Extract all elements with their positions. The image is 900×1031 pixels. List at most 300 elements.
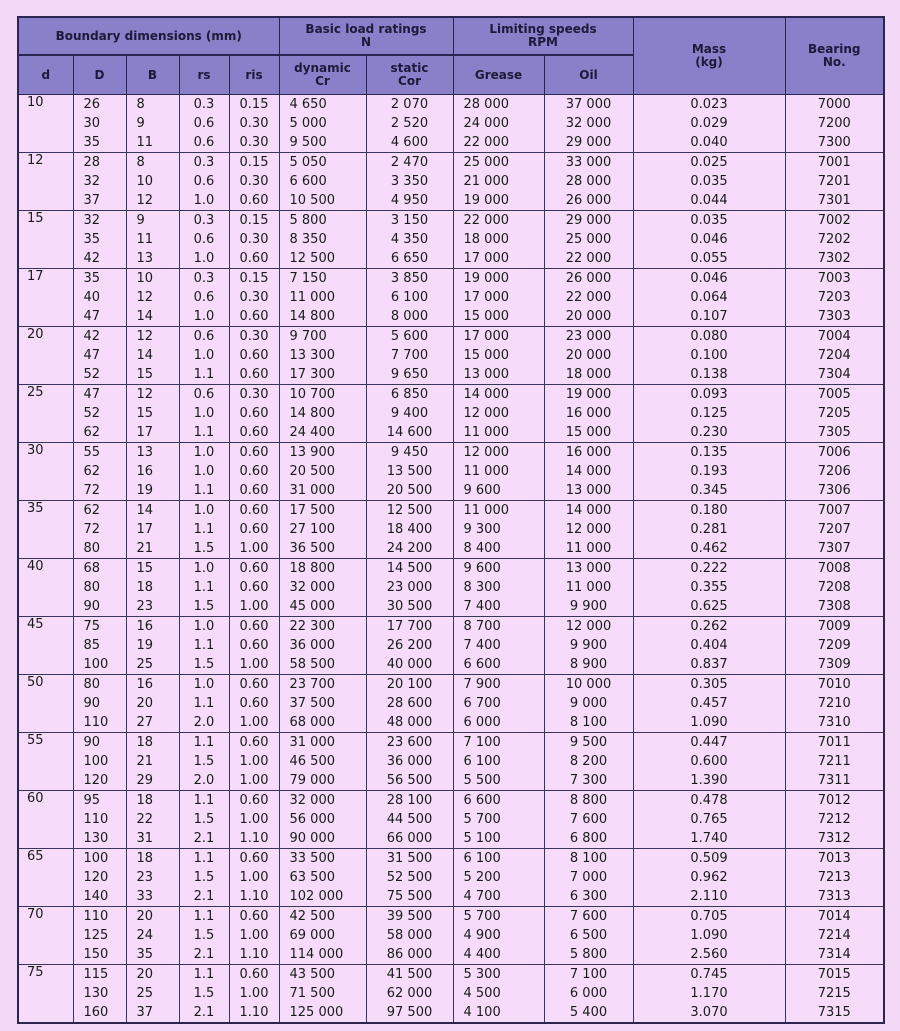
cell-ris: 0.60 <box>229 423 279 443</box>
cell-D: 35 <box>73 230 126 249</box>
cell-ris: 1.00 <box>229 771 279 791</box>
cell-dynamic-cr: 33 500 <box>279 849 366 869</box>
cell-oil: 19 000 <box>544 385 633 405</box>
cell-bearing-no: 7309 <box>785 655 884 675</box>
cell-grease: 6 600 <box>453 791 544 811</box>
cell-D: 68 <box>73 559 126 579</box>
cell-rs: 1.0 <box>179 191 229 211</box>
cell-grease: 11 000 <box>453 423 544 443</box>
cell-static-cor: 17 700 <box>366 617 453 637</box>
table-row <box>18 675 884 695</box>
cell-oil: 29 000 <box>544 133 633 153</box>
cell-d: 40 <box>18 559 73 617</box>
cell-oil: 13 000 <box>544 559 633 579</box>
cell-oil: 7 600 <box>544 810 633 829</box>
cell-grease: 6 000 <box>453 713 544 733</box>
cell-static-cor: 30 500 <box>366 597 453 617</box>
table-row <box>18 211 884 231</box>
cell-B: 18 <box>126 733 179 753</box>
cell-bearing-no: 7310 <box>785 713 884 733</box>
cell-rs: 1.1 <box>179 733 229 753</box>
cell-dynamic-cr: 46 500 <box>279 752 366 771</box>
cell-ris: 1.10 <box>229 945 279 965</box>
cell-oil: 28 000 <box>544 172 633 191</box>
cell-ris: 0.60 <box>229 520 279 539</box>
cell-ris: 0.60 <box>229 404 279 423</box>
cell-B: 12 <box>126 191 179 211</box>
cell-ris: 0.30 <box>229 385 279 405</box>
cell-static-cor: 62 000 <box>366 984 453 1003</box>
cell-B: 31 <box>126 829 179 849</box>
cell-dynamic-cr: 4 650 <box>279 95 366 115</box>
cell-D: 35 <box>73 269 126 289</box>
cell-ris: 0.60 <box>229 694 279 713</box>
cell-mass: 1.390 <box>633 771 785 791</box>
cell-oil: 26 000 <box>544 269 633 289</box>
cell-rs: 1.1 <box>179 365 229 385</box>
cell-oil: 37 000 <box>544 95 633 115</box>
col-header-dynamic <box>279 55 366 95</box>
cell-static-cor: 31 500 <box>366 849 453 869</box>
cell-mass: 0.447 <box>633 733 785 753</box>
cell-ris: 0.60 <box>229 307 279 327</box>
cell-mass: 0.035 <box>633 172 785 191</box>
cell-d: 60 <box>18 791 73 849</box>
cell-mass: 1.740 <box>633 829 785 849</box>
cell-bearing-no: 7000 <box>785 95 884 115</box>
cell-d: 75 <box>18 965 73 1024</box>
cell-mass: 0.962 <box>633 868 785 887</box>
cell-grease: 28 000 <box>453 95 544 115</box>
cell-bearing-no: 7014 <box>785 907 884 927</box>
cell-D: 130 <box>73 984 126 1003</box>
cell-grease: 9 600 <box>453 481 544 501</box>
cell-dynamic-cr: 12 500 <box>279 249 366 269</box>
bearing-no-subtitle: No. <box>822 55 846 69</box>
cell-ris: 1.00 <box>229 597 279 617</box>
cell-D: 95 <box>73 791 126 811</box>
cell-grease: 4 100 <box>453 1003 544 1023</box>
cell-D: 90 <box>73 597 126 617</box>
cell-D: 32 <box>73 172 126 191</box>
cell-ris: 0.60 <box>229 346 279 365</box>
cell-dynamic-cr: 27 100 <box>279 520 366 539</box>
cell-grease: 25 000 <box>453 153 544 173</box>
cell-dynamic-cr: 63 500 <box>279 868 366 887</box>
cell-rs: 1.0 <box>179 346 229 365</box>
cell-mass: 0.705 <box>633 907 785 927</box>
cell-static-cor: 2 070 <box>366 95 453 115</box>
cell-bearing-no: 7203 <box>785 288 884 307</box>
cell-ris: 0.30 <box>229 172 279 191</box>
cell-dynamic-cr: 68 000 <box>279 713 366 733</box>
cell-bearing-no: 7015 <box>785 965 884 985</box>
cell-D: 30 <box>73 114 126 133</box>
cell-bearing-no: 7209 <box>785 636 884 655</box>
cell-d: 65 <box>18 849 73 907</box>
load-ratings-unit: N <box>360 35 372 49</box>
cell-grease: 5 300 <box>453 965 544 985</box>
cell-oil: 22 000 <box>544 249 633 269</box>
cell-dynamic-cr: 17 300 <box>279 365 366 385</box>
cell-ris: 0.60 <box>229 191 279 211</box>
table-row <box>18 172 884 191</box>
cell-oil: 12 000 <box>544 520 633 539</box>
cell-mass: 1.170 <box>633 984 785 1003</box>
cell-B: 37 <box>126 1003 179 1023</box>
cell-ris: 0.30 <box>229 288 279 307</box>
cell-d: 17 <box>18 269 73 327</box>
col-header-oil: Oil <box>544 55 633 95</box>
table-header <box>18 17 884 95</box>
table-row <box>18 907 884 927</box>
cell-mass: 0.345 <box>633 481 785 501</box>
cell-mass: 0.230 <box>633 423 785 443</box>
cell-static-cor: 40 000 <box>366 655 453 675</box>
table-row <box>18 694 884 713</box>
cell-rs: 0.6 <box>179 385 229 405</box>
cell-rs: 1.1 <box>179 694 229 713</box>
cell-D: 130 <box>73 829 126 849</box>
cell-mass: 1.090 <box>633 713 785 733</box>
cell-rs: 1.1 <box>179 791 229 811</box>
cell-dynamic-cr: 7 150 <box>279 269 366 289</box>
cell-B: 11 <box>126 133 179 153</box>
table-row <box>18 713 884 733</box>
cell-ris: 0.60 <box>229 501 279 521</box>
cell-rs: 1.5 <box>179 539 229 559</box>
table-row <box>18 327 884 347</box>
cell-static-cor: 28 600 <box>366 694 453 713</box>
cell-static-cor: 20 100 <box>366 675 453 695</box>
col-header-static <box>366 55 453 95</box>
cell-D: 52 <box>73 365 126 385</box>
cell-oil: 14 000 <box>544 462 633 481</box>
cell-static-cor: 14 600 <box>366 423 453 443</box>
cell-static-cor: 13 500 <box>366 462 453 481</box>
cell-rs: 0.3 <box>179 211 229 231</box>
cell-oil: 20 000 <box>544 307 633 327</box>
cell-rs: 1.0 <box>179 675 229 695</box>
cell-rs: 1.5 <box>179 810 229 829</box>
cell-dynamic-cr: 20 500 <box>279 462 366 481</box>
cell-D: 85 <box>73 636 126 655</box>
table-row <box>18 462 884 481</box>
cell-grease: 6 100 <box>453 752 544 771</box>
cell-oil: 13 000 <box>544 481 633 501</box>
cell-ris: 1.00 <box>229 810 279 829</box>
cell-mass: 0.355 <box>633 578 785 597</box>
cell-B: 33 <box>126 887 179 907</box>
cell-oil: 16 000 <box>544 443 633 463</box>
cell-mass: 1.090 <box>633 926 785 945</box>
bearing-table-container <box>17 16 883 1024</box>
table-row <box>18 501 884 521</box>
table-row <box>18 849 884 869</box>
cell-bearing-no: 7215 <box>785 984 884 1003</box>
cell-oil: 7 100 <box>544 965 633 985</box>
cell-D: 120 <box>73 868 126 887</box>
cell-D: 115 <box>73 965 126 985</box>
cell-rs: 1.5 <box>179 752 229 771</box>
cell-grease: 17 000 <box>453 249 544 269</box>
cell-oil: 20 000 <box>544 346 633 365</box>
cell-rs: 1.1 <box>179 849 229 869</box>
cell-B: 15 <box>126 365 179 385</box>
table-row <box>18 752 884 771</box>
cell-D: 28 <box>73 153 126 173</box>
cell-rs: 1.1 <box>179 907 229 927</box>
cell-mass: 0.180 <box>633 501 785 521</box>
table-row <box>18 153 884 173</box>
cell-dynamic-cr: 90 000 <box>279 829 366 849</box>
table-row <box>18 1003 884 1023</box>
cell-grease: 11 000 <box>453 501 544 521</box>
cell-rs: 0.6 <box>179 114 229 133</box>
cell-dynamic-cr: 43 500 <box>279 965 366 985</box>
table-row <box>18 423 884 443</box>
cell-ris: 0.60 <box>229 617 279 637</box>
cell-dynamic-cr: 125 000 <box>279 1003 366 1023</box>
table-body <box>18 95 884 1024</box>
cell-D: 37 <box>73 191 126 211</box>
cell-mass: 0.478 <box>633 791 785 811</box>
cell-bearing-no: 7307 <box>785 539 884 559</box>
cell-rs: 1.1 <box>179 423 229 443</box>
cell-dynamic-cr: 36 500 <box>279 539 366 559</box>
cell-D: 120 <box>73 771 126 791</box>
cell-mass: 0.135 <box>633 443 785 463</box>
cell-ris: 1.00 <box>229 655 279 675</box>
cell-B: 23 <box>126 597 179 617</box>
cell-D: 62 <box>73 501 126 521</box>
cell-dynamic-cr: 23 700 <box>279 675 366 695</box>
bearing-no-header <box>785 17 884 95</box>
cell-B: 20 <box>126 965 179 985</box>
table-row <box>18 288 884 307</box>
cell-grease: 9 600 <box>453 559 544 579</box>
cell-rs: 1.1 <box>179 578 229 597</box>
table-row <box>18 249 884 269</box>
table-row <box>18 114 884 133</box>
cell-B: 8 <box>126 95 179 115</box>
cell-ris: 0.60 <box>229 791 279 811</box>
cell-mass: 0.044 <box>633 191 785 211</box>
cell-D: 47 <box>73 346 126 365</box>
cell-dynamic-cr: 24 400 <box>279 423 366 443</box>
cell-dynamic-cr: 5 800 <box>279 211 366 231</box>
cell-rs: 2.1 <box>179 887 229 907</box>
load-ratings-header <box>279 17 453 55</box>
cell-static-cor: 14 500 <box>366 559 453 579</box>
cell-B: 9 <box>126 211 179 231</box>
cell-grease: 7 400 <box>453 636 544 655</box>
cell-d: 35 <box>18 501 73 559</box>
cell-bearing-no: 7214 <box>785 926 884 945</box>
cell-static-cor: 97 500 <box>366 1003 453 1023</box>
cell-oil: 22 000 <box>544 288 633 307</box>
cell-B: 10 <box>126 269 179 289</box>
cell-dynamic-cr: 69 000 <box>279 926 366 945</box>
cell-ris: 0.15 <box>229 95 279 115</box>
cell-mass: 0.281 <box>633 520 785 539</box>
boundary-dimensions-header: Boundary dimensions (mm) <box>18 17 279 55</box>
cell-D: 42 <box>73 327 126 347</box>
cell-dynamic-cr: 36 000 <box>279 636 366 655</box>
cell-ris: 0.60 <box>229 733 279 753</box>
cell-B: 17 <box>126 423 179 443</box>
cell-D: 26 <box>73 95 126 115</box>
cell-static-cor: 86 000 <box>366 945 453 965</box>
cell-D: 72 <box>73 520 126 539</box>
cell-rs: 1.0 <box>179 501 229 521</box>
cell-dynamic-cr: 10 700 <box>279 385 366 405</box>
cell-dynamic-cr: 14 800 <box>279 404 366 423</box>
cell-rs: 1.1 <box>179 636 229 655</box>
cell-bearing-no: 7314 <box>785 945 884 965</box>
cell-grease: 4 900 <box>453 926 544 945</box>
cell-oil: 29 000 <box>544 211 633 231</box>
cell-bearing-no: 7003 <box>785 269 884 289</box>
cell-mass: 0.080 <box>633 327 785 347</box>
limiting-speeds-unit: RPM <box>528 35 558 49</box>
cell-mass: 0.305 <box>633 675 785 695</box>
cell-rs: 1.0 <box>179 249 229 269</box>
cell-mass: 0.055 <box>633 249 785 269</box>
cell-grease: 18 000 <box>453 230 544 249</box>
cell-d: 70 <box>18 907 73 965</box>
cell-static-cor: 6 650 <box>366 249 453 269</box>
cell-oil: 9 900 <box>544 597 633 617</box>
table-row <box>18 636 884 655</box>
cell-mass: 0.462 <box>633 539 785 559</box>
cell-B: 13 <box>126 249 179 269</box>
table-row <box>18 481 884 501</box>
cell-grease: 22 000 <box>453 211 544 231</box>
cell-static-cor: 18 400 <box>366 520 453 539</box>
cell-dynamic-cr: 17 500 <box>279 501 366 521</box>
cell-B: 23 <box>126 868 179 887</box>
cell-D: 80 <box>73 539 126 559</box>
cell-B: 14 <box>126 501 179 521</box>
cell-mass: 0.262 <box>633 617 785 637</box>
cell-bearing-no: 7201 <box>785 172 884 191</box>
cell-B: 21 <box>126 752 179 771</box>
cell-mass: 0.837 <box>633 655 785 675</box>
cell-oil: 6 300 <box>544 887 633 907</box>
cell-D: 40 <box>73 288 126 307</box>
cell-B: 17 <box>126 520 179 539</box>
cell-ris: 0.30 <box>229 133 279 153</box>
mass-unit: (kg) <box>695 55 723 69</box>
cell-bearing-no: 7007 <box>785 501 884 521</box>
cell-ris: 1.00 <box>229 539 279 559</box>
cell-dynamic-cr: 56 000 <box>279 810 366 829</box>
cell-mass: 3.070 <box>633 1003 785 1023</box>
cell-grease: 9 300 <box>453 520 544 539</box>
cell-static-cor: 3 850 <box>366 269 453 289</box>
cell-static-cor: 7 700 <box>366 346 453 365</box>
cell-static-cor: 9 450 <box>366 443 453 463</box>
cell-mass: 0.625 <box>633 597 785 617</box>
cell-rs: 0.3 <box>179 269 229 289</box>
cell-dynamic-cr: 31 000 <box>279 481 366 501</box>
cell-mass: 0.600 <box>633 752 785 771</box>
cell-d: 10 <box>18 95 73 153</box>
table-row <box>18 810 884 829</box>
cell-static-cor: 52 500 <box>366 868 453 887</box>
cell-dynamic-cr: 58 500 <box>279 655 366 675</box>
cell-grease: 13 000 <box>453 365 544 385</box>
cell-ris: 1.00 <box>229 713 279 733</box>
cell-bearing-no: 7306 <box>785 481 884 501</box>
cell-dynamic-cr: 11 000 <box>279 288 366 307</box>
bearing-table <box>17 16 885 1024</box>
mass-title: Mass <box>691 42 727 56</box>
cell-grease: 15 000 <box>453 307 544 327</box>
cell-grease: 4 400 <box>453 945 544 965</box>
cell-mass: 0.457 <box>633 694 785 713</box>
cell-ris: 0.30 <box>229 114 279 133</box>
cell-D: 47 <box>73 307 126 327</box>
cell-D: 125 <box>73 926 126 945</box>
cell-ris: 1.00 <box>229 984 279 1003</box>
cell-mass: 0.107 <box>633 307 785 327</box>
cell-grease: 7 900 <box>453 675 544 695</box>
cell-oil: 7 600 <box>544 907 633 927</box>
table-row <box>18 346 884 365</box>
table-row <box>18 95 884 115</box>
cell-bearing-no: 7305 <box>785 423 884 443</box>
cell-dynamic-cr: 42 500 <box>279 907 366 927</box>
cell-grease: 8 700 <box>453 617 544 637</box>
cell-ris: 0.60 <box>229 578 279 597</box>
table-row <box>18 307 884 327</box>
cell-bearing-no: 7315 <box>785 1003 884 1023</box>
cell-bearing-no: 7006 <box>785 443 884 463</box>
cell-oil: 8 100 <box>544 849 633 869</box>
cell-oil: 26 000 <box>544 191 633 211</box>
table-row <box>18 269 884 289</box>
col-header-D: D <box>73 55 126 95</box>
cell-B: 22 <box>126 810 179 829</box>
cell-bearing-no: 7308 <box>785 597 884 617</box>
cell-rs: 1.5 <box>179 868 229 887</box>
cell-B: 14 <box>126 346 179 365</box>
cell-rs: 0.6 <box>179 327 229 347</box>
cell-ris: 1.00 <box>229 868 279 887</box>
cell-rs: 0.3 <box>179 153 229 173</box>
cell-dynamic-cr: 32 000 <box>279 791 366 811</box>
cell-d: 20 <box>18 327 73 385</box>
cell-D: 72 <box>73 481 126 501</box>
table-row <box>18 191 884 211</box>
cell-static-cor: 58 000 <box>366 926 453 945</box>
cell-D: 62 <box>73 423 126 443</box>
cell-mass: 0.064 <box>633 288 785 307</box>
cell-oil: 6 800 <box>544 829 633 849</box>
cell-static-cor: 4 600 <box>366 133 453 153</box>
cell-oil: 10 000 <box>544 675 633 695</box>
cell-oil: 23 000 <box>544 327 633 347</box>
cell-D: 100 <box>73 655 126 675</box>
cell-grease: 14 000 <box>453 385 544 405</box>
cell-mass: 0.035 <box>633 211 785 231</box>
cell-ris: 1.10 <box>229 1003 279 1023</box>
cell-oil: 11 000 <box>544 578 633 597</box>
static-label: static <box>390 61 429 75</box>
cell-D: 32 <box>73 211 126 231</box>
